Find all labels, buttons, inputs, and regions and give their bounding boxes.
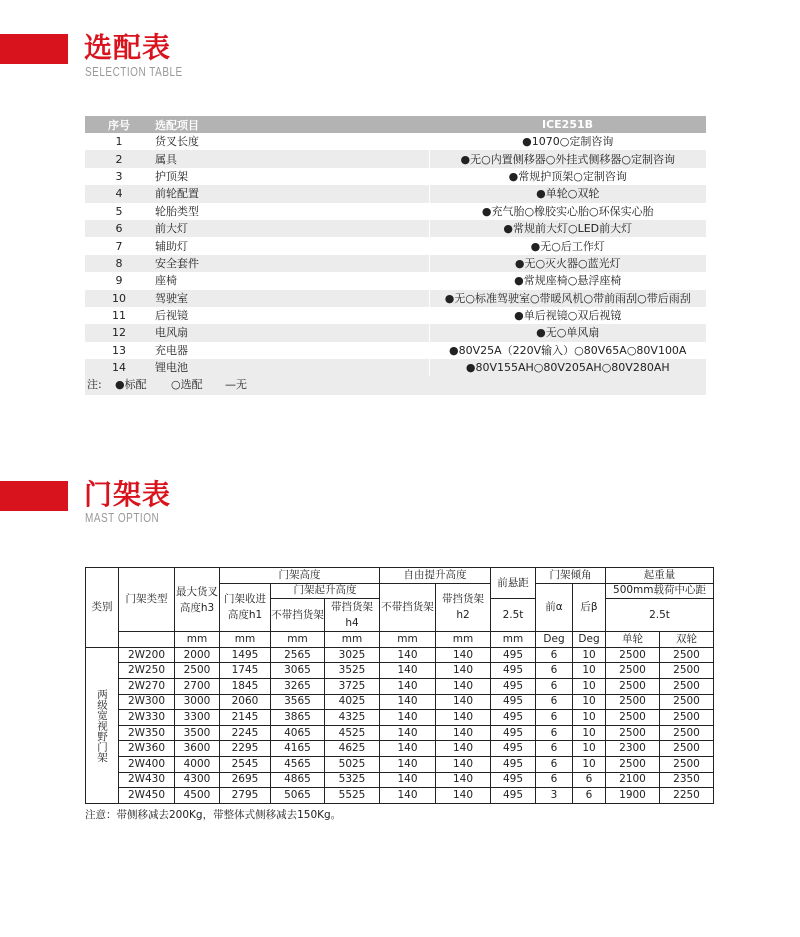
selection-no-cell: 9 xyxy=(115,274,123,288)
mast-row xyxy=(86,663,714,679)
mast-value-cell: 2100 xyxy=(606,772,660,788)
mast-value-cell: 4625 xyxy=(325,741,380,757)
unit-cell: mm xyxy=(380,632,436,648)
dual-wheel-label: 双轮 xyxy=(676,632,698,645)
mast-value-cell: 3725 xyxy=(325,678,380,694)
mast-row xyxy=(86,788,714,804)
mast-value-cell: 4300 xyxy=(175,772,220,788)
mast-type-cell: 2W330 xyxy=(119,710,175,726)
mast-value-cell: 2350 xyxy=(660,772,714,788)
mast-value-cell: 2700 xyxy=(175,678,220,694)
mast-value-cell: 3000 xyxy=(175,694,220,710)
unit-cell: mm xyxy=(271,632,325,648)
selection-no-cell: 10 xyxy=(85,290,153,307)
unit-cell: Deg xyxy=(573,632,606,648)
selection-item-cell: 电风扇 xyxy=(153,324,429,341)
unit-cell: mm xyxy=(325,632,380,648)
mast-value-cell: 2795 xyxy=(220,788,271,804)
mast-value-cell: 140 xyxy=(380,788,436,804)
section-accent-bar xyxy=(0,34,68,64)
mast-value-cell: 4325 xyxy=(325,710,380,726)
selection-row xyxy=(85,342,706,359)
mast-value-cell: 3565 xyxy=(271,694,325,710)
mast-value-cell: 5325 xyxy=(325,772,380,788)
mast-value-cell: 6 xyxy=(536,710,573,726)
mast-value-cell: 140 xyxy=(380,756,436,772)
selection-item-cell: 座椅 xyxy=(155,274,177,288)
selection-item-cell: 轮胎类型 xyxy=(155,204,199,218)
mast-value-cell: 4500 xyxy=(175,788,220,804)
legend-standard: ●标配 xyxy=(115,378,147,392)
mast-value-cell: 5525 xyxy=(325,788,380,804)
selection-row xyxy=(85,150,706,167)
mast-row xyxy=(86,678,714,694)
mast-table-container xyxy=(85,567,713,822)
mast-value-cell: 2250 xyxy=(660,788,714,804)
mast-value-cell: 2500 xyxy=(606,663,660,679)
selection-no-cell: 6 xyxy=(85,220,153,237)
mast-value-cell: 10 xyxy=(573,678,606,694)
selection-row xyxy=(85,255,706,272)
mast-value-cell: 10 xyxy=(573,647,606,663)
mast-value-cell: 140 xyxy=(380,647,436,663)
legend-label: 注: xyxy=(87,378,102,392)
mast-value-cell: 10 xyxy=(573,741,606,757)
mast-value-cell: 140 xyxy=(436,772,491,788)
header-mast-retracted: 门架收进高度h1 xyxy=(220,583,271,632)
selection-legend xyxy=(85,376,706,395)
mast-value-cell: 5025 xyxy=(325,756,380,772)
header-max-fork-height: 最大货叉高度h3 xyxy=(175,568,220,632)
mast-value-cell: 4065 xyxy=(271,725,325,741)
selection-value-cell: ●无○标准驾驶室○带暖风机○带前雨刮○带后雨刮 xyxy=(429,290,706,307)
header-item: 选配项目 xyxy=(153,116,429,133)
mast-type-cell: 2W300 xyxy=(119,694,175,710)
mast-value-cell: 1745 xyxy=(220,663,271,679)
mast-value-cell: 140 xyxy=(380,694,436,710)
mast-value-cell: 495 xyxy=(491,756,536,772)
selection-row xyxy=(85,220,706,237)
unit-cell: mm xyxy=(491,632,536,648)
header-without-backrest: 不带挡货架 xyxy=(271,599,325,632)
mast-type-cell: 2W360 xyxy=(119,741,175,757)
selection-subtitle: SELECTION TABLE xyxy=(85,66,183,80)
mast-value-cell: 1495 xyxy=(220,647,271,663)
header-free-without: 不带挡货架 xyxy=(380,583,436,632)
mast-value-cell: 495 xyxy=(491,647,536,663)
mast-type-cell: 2W200 xyxy=(119,647,175,663)
selection-value-cell: ●无○灭火器○蓝光灯 xyxy=(429,255,706,272)
mast-table xyxy=(85,567,714,804)
mast-value-cell: 5065 xyxy=(271,788,325,804)
mast-value-cell: 2000 xyxy=(175,647,220,663)
mast-value-cell: 2565 xyxy=(271,647,325,663)
selection-row xyxy=(85,133,706,150)
selection-no-cell: 1 xyxy=(115,135,123,149)
selection-row xyxy=(85,203,706,220)
mast-value-cell: 3 xyxy=(536,788,573,804)
unit-single-wheel xyxy=(606,632,660,648)
selection-item-cell: 后视镜 xyxy=(155,309,188,323)
selection-no-cell: 7 xyxy=(115,239,123,253)
mast-value-cell: 2500 xyxy=(660,694,714,710)
mast-value-cell: 140 xyxy=(380,741,436,757)
mast-type-cell: 2W350 xyxy=(119,725,175,741)
mast-type-cell: 2W400 xyxy=(119,756,175,772)
mast-value-cell: 140 xyxy=(436,663,491,679)
header-mast-extended: 门架起升高度 xyxy=(271,583,380,599)
selection-row xyxy=(85,307,706,324)
selection-value-cell: ●常规前大灯○LED前大灯 xyxy=(429,220,706,237)
mast-value-cell: 3525 xyxy=(325,663,380,679)
mast-title: 门架表 xyxy=(84,478,172,511)
mast-value-cell: 6 xyxy=(536,725,573,741)
header-rear-tilt: 后β xyxy=(573,583,606,632)
mast-value-cell: 495 xyxy=(491,725,536,741)
mast-row xyxy=(86,772,714,788)
selection-no-cell: 3 xyxy=(115,169,123,183)
mast-value-cell: 495 xyxy=(491,663,536,679)
mast-value-cell: 495 xyxy=(491,710,536,726)
selection-no-cell: 12 xyxy=(85,324,153,341)
mast-note: 注意：带侧移减去200Kg，带整体式侧移减去150Kg。 xyxy=(85,808,342,821)
mast-value-cell: 2060 xyxy=(220,694,271,710)
selection-no-cell: 8 xyxy=(85,255,153,272)
header-capacity: 起重量 xyxy=(606,568,714,584)
selection-row xyxy=(85,359,706,376)
selection-table xyxy=(85,116,706,376)
mast-value-cell: 10 xyxy=(573,725,606,741)
mast-value-cell: 6 xyxy=(536,694,573,710)
mast-value-cell: 2500 xyxy=(660,663,714,679)
mast-value-cell: 2500 xyxy=(606,694,660,710)
selection-item-cell: 充电器 xyxy=(155,343,188,357)
mast-subtitle: MAST OPTION xyxy=(85,512,160,526)
header-overhang-value: 2.5t xyxy=(491,599,536,632)
selection-row xyxy=(85,324,706,341)
mast-header-row-1 xyxy=(86,568,714,584)
mast-value-cell: 2300 xyxy=(606,741,660,757)
mast-value-cell: 2500 xyxy=(606,725,660,741)
mast-value-cell: 4000 xyxy=(175,756,220,772)
mast-row xyxy=(86,647,714,663)
mast-value-cell: 2500 xyxy=(660,756,714,772)
header-tilt: 门架倾角 xyxy=(536,568,606,584)
selection-item-cell: 前轮配置 xyxy=(153,185,429,202)
selection-value-cell: ●常规座椅○悬浮座椅 xyxy=(429,272,706,289)
mast-value-cell: 3265 xyxy=(271,678,325,694)
mast-value-cell: 10 xyxy=(573,710,606,726)
selection-value-cell: ●1070○定制咨询 xyxy=(429,133,706,150)
selection-no-cell: 14 xyxy=(85,359,153,376)
mast-value-cell: 6 xyxy=(536,647,573,663)
selection-item-cell: 驾驶室 xyxy=(153,290,429,307)
selection-no-cell: 2 xyxy=(85,150,153,167)
mast-value-cell: 4865 xyxy=(271,772,325,788)
mast-value-cell: 140 xyxy=(436,756,491,772)
mast-value-cell: 140 xyxy=(436,694,491,710)
selection-no-cell: 5 xyxy=(115,204,123,218)
mast-value-cell: 1845 xyxy=(220,678,271,694)
selection-row xyxy=(85,290,706,307)
selection-item-cell: 前大灯 xyxy=(153,220,429,237)
selection-item-cell: 属具 xyxy=(153,150,429,167)
selection-value-cell: ●单后视镜○双后视镜 xyxy=(429,307,706,324)
mast-value-cell: 3865 xyxy=(271,710,325,726)
mast-value-cell: 140 xyxy=(436,678,491,694)
selection-title: 选配表 xyxy=(84,31,172,64)
mast-type-cell: 2W450 xyxy=(119,788,175,804)
mast-value-cell: 140 xyxy=(380,710,436,726)
mast-value-cell: 3065 xyxy=(271,663,325,679)
header-model: ICE251B xyxy=(429,116,706,133)
header-capacity-value: 2.5t xyxy=(606,599,714,632)
mast-row xyxy=(86,741,714,757)
mast-value-cell: 2500 xyxy=(175,663,220,679)
mast-value-cell: 2500 xyxy=(606,710,660,726)
selection-row xyxy=(85,272,706,289)
header-front-tilt: 前α xyxy=(536,583,573,632)
mast-value-cell: 6 xyxy=(573,772,606,788)
selection-no-cell: 13 xyxy=(112,343,126,357)
selection-row xyxy=(85,185,706,202)
mast-value-cell: 140 xyxy=(436,741,491,757)
mast-value-cell: 140 xyxy=(380,678,436,694)
legend-none: —无 xyxy=(225,378,247,392)
mast-value-cell: 3500 xyxy=(175,725,220,741)
mast-value-cell: 6 xyxy=(536,663,573,679)
mast-row xyxy=(86,725,714,741)
mast-value-cell: 2500 xyxy=(660,710,714,726)
mast-value-cell: 140 xyxy=(380,663,436,679)
selection-table-body xyxy=(85,133,706,376)
mast-value-cell: 3600 xyxy=(175,741,220,757)
mast-value-cell: 2500 xyxy=(606,678,660,694)
mast-value-cell: 4025 xyxy=(325,694,380,710)
header-load-center: 500mm载荷中心距 xyxy=(606,583,714,599)
mast-value-cell: 2500 xyxy=(606,756,660,772)
mast-value-cell: 3300 xyxy=(175,710,220,726)
mast-value-cell: 140 xyxy=(436,647,491,663)
selection-value-cell: ●常规护顶架○定制咨询 xyxy=(429,168,706,185)
mast-header-row-4 xyxy=(86,632,714,648)
mast-row xyxy=(86,710,714,726)
mast-type-cell: 2W250 xyxy=(119,663,175,679)
mast-value-cell: 2500 xyxy=(660,647,714,663)
mast-value-cell: 6 xyxy=(536,756,573,772)
mast-value-cell: 495 xyxy=(491,678,536,694)
selection-table-container xyxy=(85,116,706,395)
mast-value-cell: 4565 xyxy=(271,756,325,772)
header-category: 类别 xyxy=(86,568,119,648)
header-free-with: 带挡货架h2 xyxy=(436,583,491,632)
unit-blank xyxy=(119,632,175,648)
single-wheel-label: 单轮 xyxy=(622,632,644,645)
mast-value-cell: 140 xyxy=(380,772,436,788)
header-mast-type: 门架类型 xyxy=(119,568,175,632)
mast-value-cell: 2500 xyxy=(660,725,714,741)
mast-row xyxy=(86,694,714,710)
unit-cell: Deg xyxy=(536,632,573,648)
mast-value-cell: 495 xyxy=(491,788,536,804)
mast-value-cell: 140 xyxy=(436,725,491,741)
mast-type-cell: 2W270 xyxy=(119,678,175,694)
unit-dual-wheel xyxy=(660,632,714,648)
selection-value-cell: ●无○单风扇 xyxy=(429,324,706,341)
selection-row xyxy=(85,168,706,185)
mast-value-cell: 495 xyxy=(491,772,536,788)
mast-value-cell: 6 xyxy=(573,788,606,804)
mast-value-cell: 6 xyxy=(536,772,573,788)
mast-value-cell: 2695 xyxy=(220,772,271,788)
selection-value-cell: ●80V155AH○80V205AH○80V280AH xyxy=(429,359,706,376)
selection-value-cell: ●80V25A（220V输入）○80V65A○80V100A xyxy=(429,342,706,359)
unit-cell: mm xyxy=(220,632,271,648)
mast-value-cell: 140 xyxy=(436,788,491,804)
header-front-overhang: 前悬距 xyxy=(491,568,536,599)
mast-value-cell: 6 xyxy=(536,741,573,757)
mast-category-cell: 两级宽视野门架 xyxy=(86,647,119,803)
mast-value-cell: 6 xyxy=(536,678,573,694)
mast-value-cell: 140 xyxy=(380,725,436,741)
selection-value-cell: ●单轮○双轮 xyxy=(429,185,706,202)
selection-value-cell: ●充气胎○橡胶实心胎○环保实心胎 xyxy=(429,203,706,220)
selection-header-row xyxy=(85,116,706,133)
selection-value-cell: ●无○后工作灯 xyxy=(429,237,706,254)
section-accent-bar xyxy=(0,481,68,511)
mast-value-cell: 2245 xyxy=(220,725,271,741)
mast-row xyxy=(86,756,714,772)
selection-item-cell: 货叉长度 xyxy=(155,135,199,149)
mast-value-cell: 2500 xyxy=(660,678,714,694)
mast-type-cell: 2W430 xyxy=(119,772,175,788)
header-with-backrest: 带挡货架h4 xyxy=(325,599,380,632)
header-mast-height: 门架高度 xyxy=(220,568,380,584)
selection-no-cell: 11 xyxy=(112,309,126,323)
mast-value-cell: 1900 xyxy=(606,788,660,804)
mast-value-cell: 10 xyxy=(573,694,606,710)
unit-cell: mm xyxy=(175,632,220,648)
header-free-lift: 自由提升高度 xyxy=(380,568,491,584)
mast-value-cell: 2500 xyxy=(606,647,660,663)
header-no: 序号 xyxy=(85,116,153,133)
mast-value-cell: 2500 xyxy=(660,741,714,757)
legend-optional: ○选配 xyxy=(171,378,203,392)
selection-row xyxy=(85,237,706,254)
mast-value-cell: 4165 xyxy=(271,741,325,757)
selection-item-cell: 辅助灯 xyxy=(155,239,188,253)
selection-item-cell: 安全套件 xyxy=(153,255,429,272)
mast-value-cell: 495 xyxy=(491,694,536,710)
mast-value-cell: 140 xyxy=(436,710,491,726)
selection-no-cell: 4 xyxy=(85,185,153,202)
unit-cell: mm xyxy=(436,632,491,648)
selection-value-cell: ●无○内置侧移器○外挂式侧移器○定制咨询 xyxy=(429,150,706,167)
mast-value-cell: 3025 xyxy=(325,647,380,663)
selection-item-cell: 护顶架 xyxy=(155,169,188,183)
mast-value-cell: 2295 xyxy=(220,741,271,757)
mast-value-cell: 4525 xyxy=(325,725,380,741)
mast-value-cell: 495 xyxy=(491,741,536,757)
mast-value-cell: 2145 xyxy=(220,710,271,726)
mast-value-cell: 2545 xyxy=(220,756,271,772)
selection-item-cell: 锂电池 xyxy=(153,359,429,376)
mast-value-cell: 10 xyxy=(573,663,606,679)
mast-value-cell: 10 xyxy=(573,756,606,772)
